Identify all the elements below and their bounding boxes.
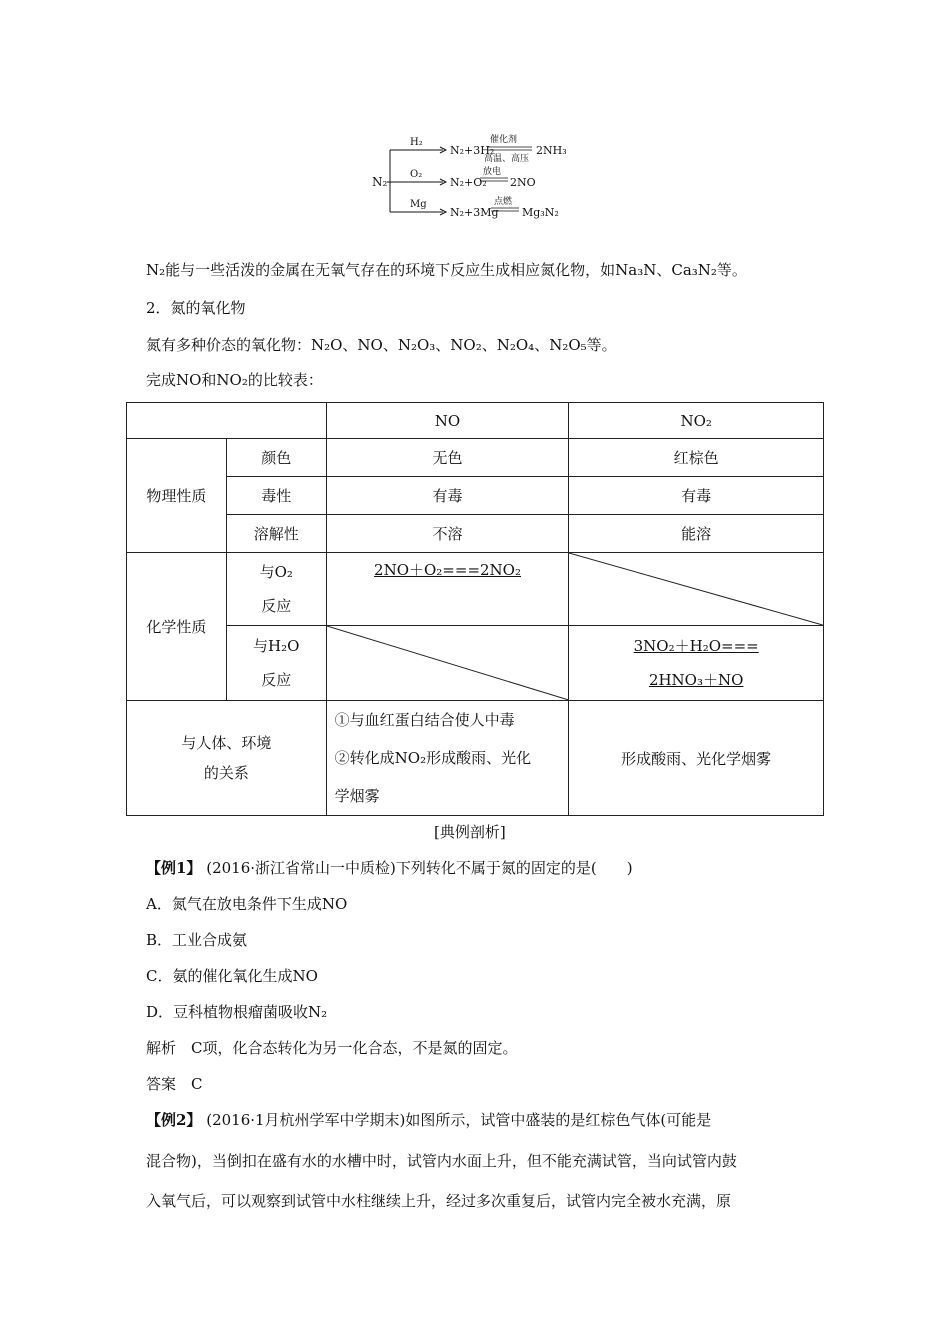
no2-env: 形成酸雨、光化学烟雾 <box>569 701 824 816</box>
branch-above-o2: 放电 <box>483 167 502 177</box>
branch-above-h2: 催化剂 <box>490 135 518 145</box>
no-env-cell <box>326 701 569 816</box>
example2-tag: 【例2】 <box>146 1111 202 1129</box>
example1-question <box>146 858 633 878</box>
no-toxicity: 有毒 <box>326 477 569 515</box>
no2-solubility: 能溶 <box>569 515 824 553</box>
example2-text: (2016·1月杭州学军中学期末)如图所示，试管中盛装的是红棕色气体(可能是 <box>206 1111 712 1129</box>
table-header-row <box>127 403 824 439</box>
chem-o2-line1: 与O₂ <box>259 563 293 581</box>
header-no2: NO₂ <box>569 403 824 439</box>
example2-line3: 入氧气后，可以观察到试管中水柱继续上升，经过多次重复后，试管内完全被水充满，原 <box>146 1192 732 1210</box>
chem-h2o-line2: 反应 <box>261 671 292 689</box>
env-label <box>127 701 327 816</box>
table-row <box>127 701 824 816</box>
paragraph-oxides: 氮有多种价态的氧化物：N₂O、NO、N₂O₃、NO₂、N₂O₄、N₂O₅等。 <box>146 336 617 354</box>
example1-option-d: D．豆科植物根瘤菌吸收N₂ <box>146 1003 328 1021</box>
table-row <box>127 553 824 626</box>
env-label-line1: 与人体、环境 <box>181 734 272 752</box>
header-no: NO <box>326 403 569 439</box>
paragraph-table-intro: 完成NO和NO₂的比较表： <box>146 371 323 389</box>
section-heading-oxides: 2．氮的氧化物 <box>146 299 246 317</box>
header-empty-cell <box>127 403 327 439</box>
example1-option-c: C．氨的催化氧化生成NO <box>146 967 318 985</box>
table-row <box>127 439 824 477</box>
chem-label: 化学性质 <box>127 553 227 701</box>
comparison-table <box>126 402 824 816</box>
branch-reagent-h2: H₂ <box>410 137 423 148</box>
table-row <box>127 626 824 701</box>
branch-rhs-o2: 2NO <box>510 176 536 189</box>
no-o2-reaction: 2NO＋O₂===2NO₂ <box>374 561 521 579</box>
example1-analysis: 解析 C项，化合态转化为另一化合态，不是氮的固定。 <box>146 1039 518 1057</box>
no-o2-reaction-cell <box>326 553 569 626</box>
no-h2o-slash-cell <box>326 626 569 701</box>
no-env-line3: 学烟雾 <box>334 787 380 805</box>
no2-o2-slash-cell <box>569 553 824 626</box>
table-row <box>127 515 824 553</box>
prop-color: 颜色 <box>226 439 326 477</box>
chem-h2o-prop <box>226 626 326 701</box>
diagonal-slash <box>569 553 823 625</box>
branch-rhs-mg: Mg₃N₂ <box>522 206 559 219</box>
no2-color: 红棕色 <box>569 439 824 477</box>
diagonal-slash <box>327 626 569 700</box>
chem-o2-prop <box>226 553 326 626</box>
no-solubility: 不溶 <box>326 515 569 553</box>
no-env-line2: ②转化成NO₂形成酸雨、光化 <box>334 749 532 767</box>
branch-below-h2: 高温、高压 <box>484 154 530 164</box>
env-label-line2: 的关系 <box>203 764 249 782</box>
table-row <box>127 477 824 515</box>
example2-line1 <box>146 1110 711 1130</box>
phys-label: 物理性质 <box>127 439 227 553</box>
example1-text: (2016·浙江省常山一中质检)下列转化不属于氮的固定的是( ) <box>206 859 633 877</box>
example1-answer: 答案 C <box>146 1075 203 1093</box>
no-color: 无色 <box>326 439 569 477</box>
example2-line2: 混合物)，当倒扣在盛有水的水槽中时，试管内水面上升，但不能充满试管，当向试管内鼓 <box>146 1152 737 1170</box>
chem-h2o-line1: 与H₂O <box>253 637 300 655</box>
diagram-root: N₂ <box>372 175 388 189</box>
branch-rhs-h2: 2NH₃ <box>536 144 567 157</box>
example1-option-a: A．氮气在放电条件下生成NO <box>146 895 348 913</box>
section-typical-examples: [典例剖析] <box>434 823 506 841</box>
branch-above-mg: 点燃 <box>494 197 513 207</box>
branch-lhs-h2: N₂+3H₂ <box>450 144 495 157</box>
paragraph-nitrides: N₂能与一些活泼的金属在无氧气存在的环境下反应生成相应氮化物，如Na₃N、Ca₃N₂等。 <box>146 261 747 279</box>
branch-lhs-o2: N₂+O₂ <box>450 176 487 189</box>
no2-toxicity: 有毒 <box>569 477 824 515</box>
branch-reagent-o2: O₂ <box>410 169 423 180</box>
nitrogen-reaction-diagram <box>360 130 600 222</box>
example1-option-b: B．工业合成氨 <box>146 931 248 949</box>
branch-lhs-mg: N₂+3Mg <box>450 206 499 219</box>
prop-toxicity: 毒性 <box>226 477 326 515</box>
prop-solubility: 溶解性 <box>226 515 326 553</box>
chem-o2-line2: 反应 <box>261 597 292 615</box>
no2-h2o-reaction-line1: 3NO₂＋H₂O=== <box>633 637 759 655</box>
no-env-line1: ①与血红蛋白结合使人中毒 <box>334 711 515 729</box>
no2-h2o-reaction-cell <box>569 626 824 701</box>
example1-tag: 【例1】 <box>146 859 202 877</box>
branch-reagent-mg: Mg <box>410 199 427 210</box>
no2-h2o-reaction-line2: 2HNO₃＋NO <box>648 671 744 689</box>
